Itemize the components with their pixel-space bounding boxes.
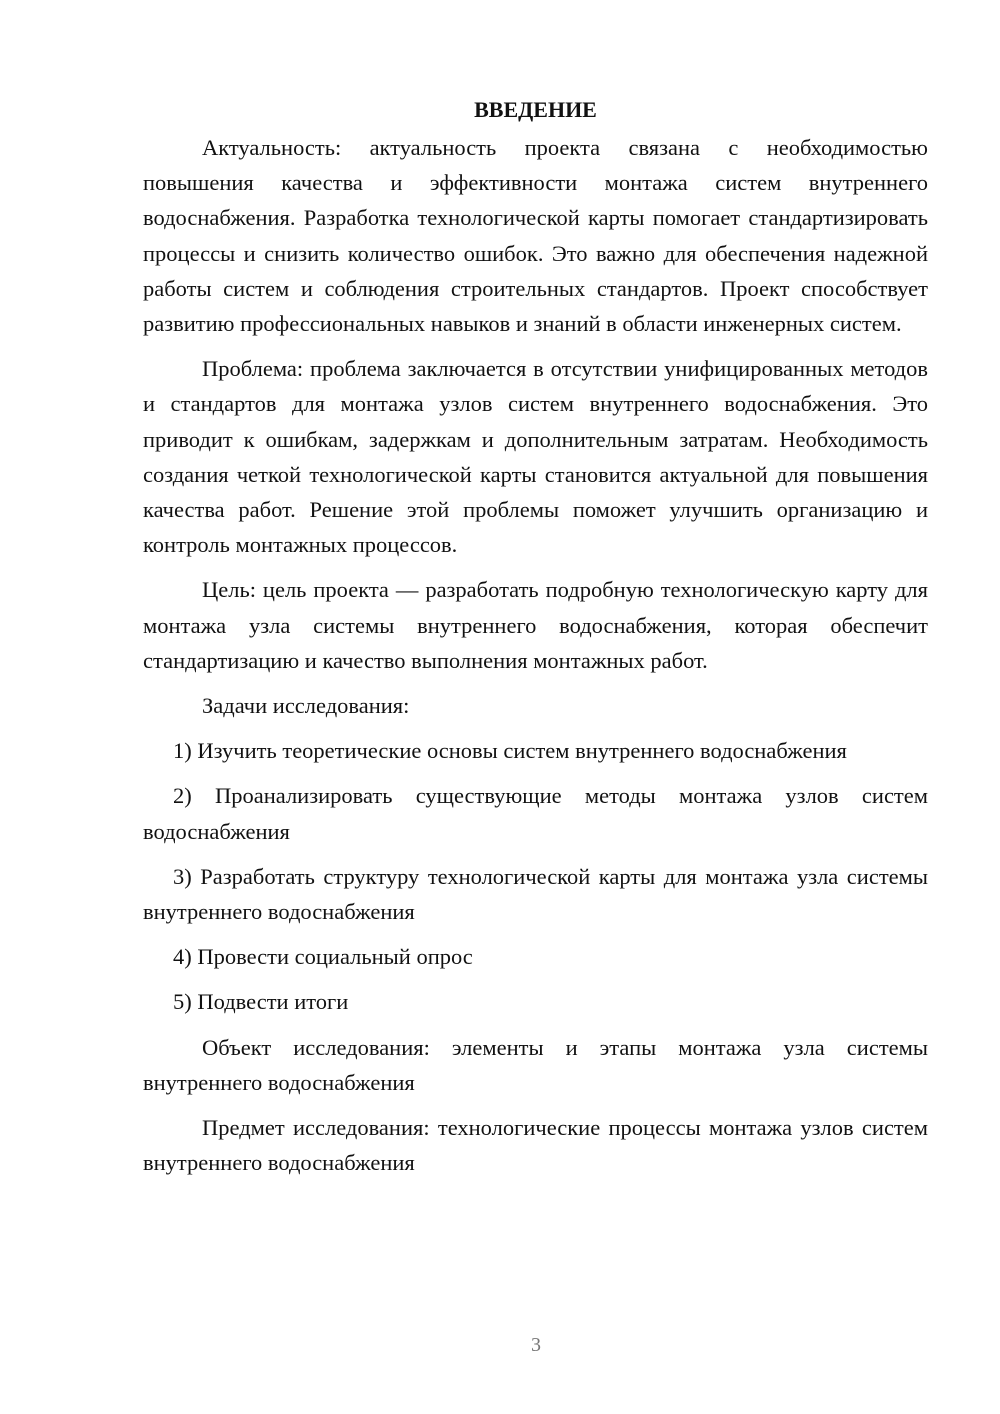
problem-paragraph: Проблема: проблема заключается в отсутствии унифицированных методов и стандартов для монтажа узлов систем внутреннего водоснабжения. Это приводит к ошибкам, задержкам и дополнительным затратам. Необходимость создания четкой технологической карты становится актуальной для повышения качества работ. Решение этой проблемы поможет улучшить организацию и контроль монтажных процессов.	[143, 356, 928, 558]
tasks-heading: Задачи исследования:	[202, 693, 410, 719]
list-item: 3) Разработать структуру технологической карты для монтажа узла системы внутреннего водоснабжения	[143, 863, 928, 925]
list-item: 2) Проанализировать существующие методы монтажа узлов систем водоснабжения	[143, 783, 928, 844]
relevance-paragraph: Актуальность: актуальность проекта связана с необходимостью повышения качества и эффективности монтажа систем внутреннего водоснабжения. Разработка технологической карты помогает стандартизировать процессы и снизить количество ошибок. Это важно для обеспечения надежной работы систем и соблюдения строительных стандартов. Проект способствует развитию профессиональных навыков и знаний в области инженерных систем.	[143, 135, 928, 337]
goal-paragraph: Цель: цель проекта — разработать подробную технологическую карту для монтажа узла системы внутреннего водоснабжения, которая обеспечит стандартизацию и качество выполнения монтажных работ.	[143, 577, 928, 673]
object-paragraph: Объект исследования: элементы и этапы монтажа узла системы внутреннего водоснабжения	[143, 1034, 928, 1095]
list-item: 1) Изучить теоретические основы систем внутреннего водоснабжения	[173, 738, 847, 764]
subject-paragraph: Предмет исследования: технологические процессы монтажа узлов систем внутреннего водоснабжения	[143, 1115, 928, 1176]
tasks-list	[143, 733, 928, 1019]
document-body	[143, 92, 928, 1190]
list-item: 4) Провести социальный опрос	[173, 944, 473, 970]
list-item: 5) Подвести итоги	[173, 989, 349, 1015]
page-number: 3	[531, 1334, 541, 1356]
section-title: ВВЕДЕНИЕ	[474, 97, 597, 122]
